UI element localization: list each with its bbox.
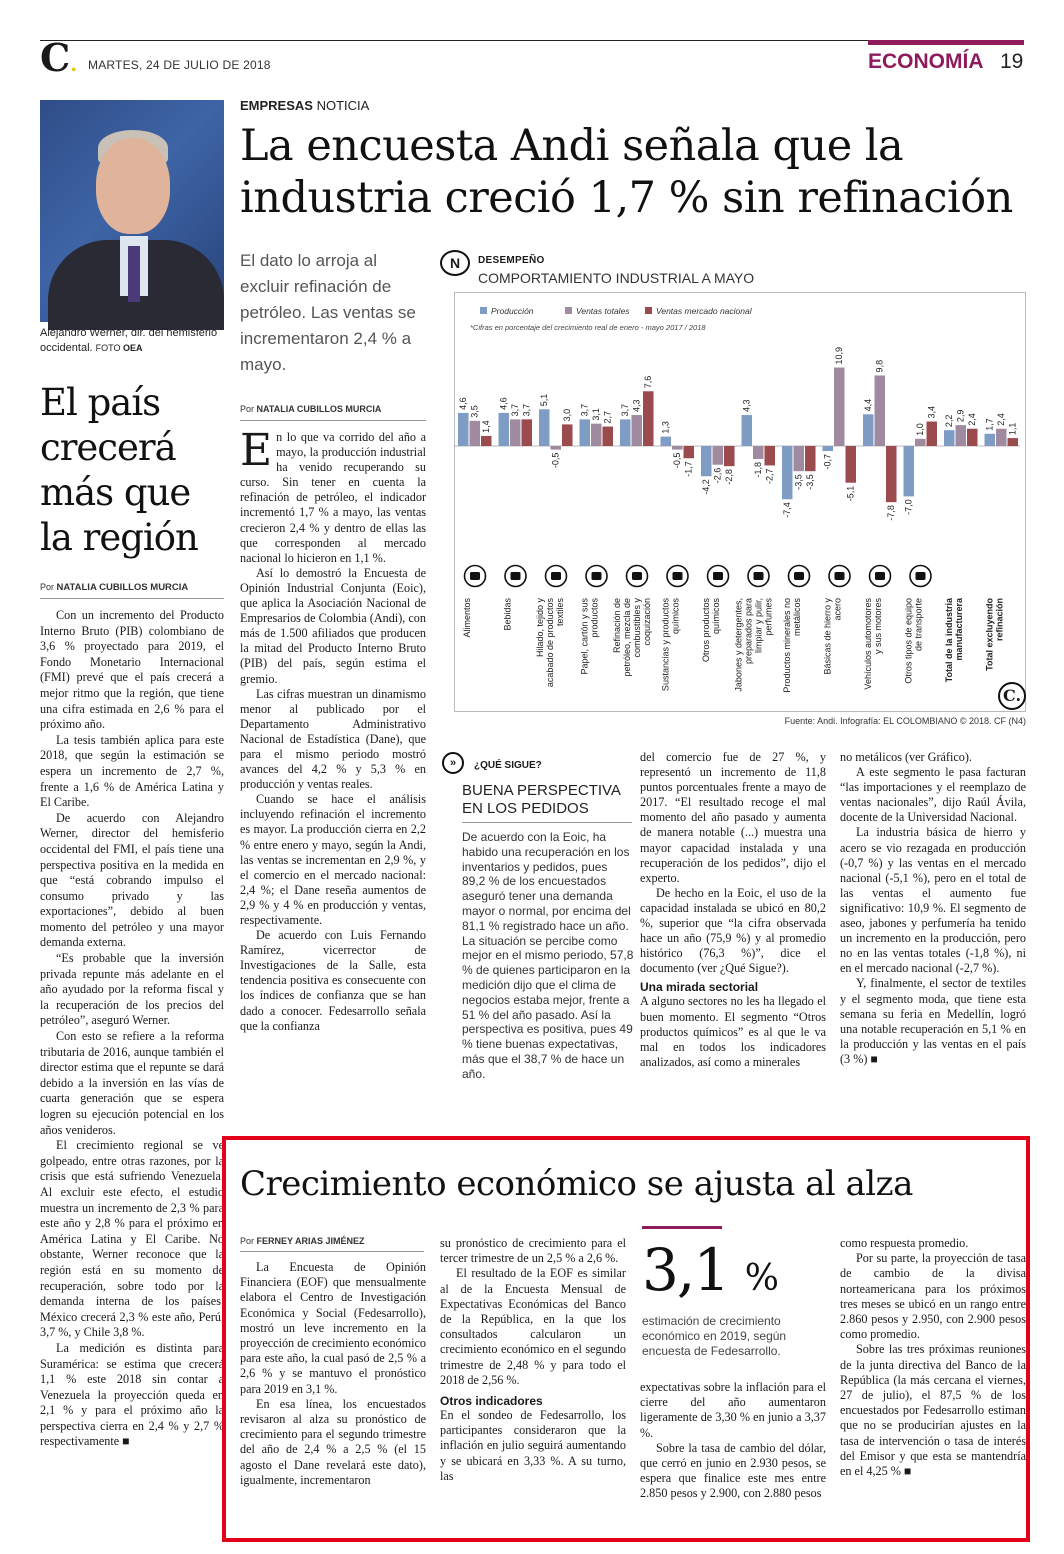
category-label: Hilado, tejido y (535, 598, 545, 658)
box-story-title: Crecimiento económico se ajusta al alza (240, 1164, 913, 1204)
chart-badge-icon: N (440, 250, 470, 276)
data-label: -0,5 (672, 452, 683, 469)
fuel-pump-icon-glyph (632, 572, 642, 580)
paragraph: De hecho en la Eoic, el uso de la capacidad instalada se ubicó en 80,2 %, superior que “la cifra observada hace un año (75,9 %) y al promedio histórico (76,3 %)”, dice el documento (ver ¿Qué Sigue?). (640, 885, 826, 976)
bar (782, 446, 793, 499)
data-label: -0,7 (822, 454, 833, 470)
stat-description: estimación de crecimiento económico en 2019, según encuesta de Fedesarrollo. (642, 1314, 787, 1358)
paragraph: del comercio fue de 27 %, y representó un incremento de 11,8 puntos porcentuales frente a mayo de 2017. “El resultado recoge el mal momento del año pasado y aumenta de manera notable (...) muestra una mayor capacidad instalada y una recuperación de los pedidos”, dijo el experto. (640, 750, 826, 885)
legend-label: Ventas mercado nacional (656, 306, 752, 316)
bar (580, 419, 591, 446)
box-story-column-3 (640, 1380, 826, 1536)
paragraph: Con esto se refiere a la reforma tributaria de 2016, aunque también el director estima que el repunte se dará debido a la inversión en las vías de cuarta generación que se espera logren su ejecución potencial en los años venideros. (40, 1029, 224, 1137)
category-label: Vehículos automotores (863, 598, 873, 690)
box-story-column-4 (840, 1236, 1026, 1536)
data-label: -7,8 (886, 505, 897, 521)
bar (481, 436, 492, 446)
data-label: 5,1 (539, 393, 550, 407)
bar (834, 368, 845, 446)
paragraph: La tesis también aplica para este 2018, que según la estimación se espera un incremento de 2,7 %, frente a 1,6 % de América Latina y El Caribe. (40, 732, 224, 810)
stat-number: 3,1 % (642, 1236, 779, 1304)
data-label: -1,7 (683, 461, 694, 477)
data-label: -5,1 (845, 485, 856, 502)
paragraph: Y, finalmente, el sector de textiles y el segmento moda, que tiene esta semana su feria en Medellín, logró una notable recuperación en 5,1 % en la producción y las ventas en el país (3 %) ■ (840, 976, 1026, 1066)
category-label: limpiar y pulir, (753, 598, 764, 654)
bar (672, 446, 683, 450)
data-label: 4,3 (631, 399, 642, 413)
data-label: 4,4 (863, 398, 874, 412)
werner-photo (40, 100, 224, 322)
paper-icon-glyph (592, 572, 602, 580)
bar (539, 409, 550, 446)
category-label: Otros tipos de equipo (903, 598, 914, 684)
data-label: 2,9 (955, 409, 966, 423)
category-label: y sus motores (873, 598, 883, 655)
data-label: 4,6 (458, 397, 469, 410)
fabric-icon-glyph (551, 572, 561, 580)
paragraph: En esa línea, los encuestados revisaron al alza su pronóstico de crecimiento para el segundo trimestre del año de 2,4 % a 2,5 % (el 15 agosto el Dane revelará este dato), igualmente, incrementaron (240, 1396, 426, 1487)
data-label: 1,4 (481, 420, 492, 433)
main-story-column-2 (640, 750, 826, 1132)
bar (915, 439, 926, 446)
paragraph: A este segmento le pasa facturan “las importaciones y el reemplazo de ventas nacionales”, dijo Raúl Ávila, docente de la Universidad Nacional. (840, 765, 1026, 825)
category-label: coquización (642, 598, 652, 646)
paragraph: “Es probable que la inversión privada repunte más adelante en el año ayudado por la reforma fiscal y la recuperación de los precios del petróleo”, aseguró Werner. (40, 951, 224, 1028)
paragraph: Sobre las tres próximas reuniones de la junta directiva del Banco de la República (la más cercana el viernes, 27 de julio), el 87,5 % de los encuestados por Fedesarrollo estiman que no se producirían ajustes en la tasa de intervención o tasa de interés del Emisor y que esta se mantendría en el 4,25 % ■ (840, 1342, 1026, 1479)
bar (846, 446, 857, 483)
page-number: 19 (1000, 50, 1024, 73)
bar (562, 424, 573, 446)
data-label: -3,5 (793, 474, 804, 490)
newspaper-logo: C. (40, 35, 78, 80)
category-label: Total excluyendo (984, 598, 995, 671)
category-label: Productos minerales no (782, 598, 792, 693)
category-label: preparados para (743, 598, 754, 665)
paragraph: como respuesta promedio. (840, 1236, 969, 1250)
bar (499, 413, 510, 446)
bar (470, 421, 481, 446)
bar (684, 446, 695, 458)
paragraph: Cuando se hace el análisis incluyendo refinación el incremento es mayor. La producción cierra en 2,2 % entre enero y mayo, según la Andi, las ventas se incrementan en 2,9 %, y el comercio en el mercado nacional: 2,4 %; el Dane reseña aumentos de 2,9 % y 4 % en producción y ventas, respectivamente. (240, 792, 426, 927)
data-label: 3,7 (579, 403, 590, 417)
legend-swatch (565, 307, 572, 314)
data-label: 3,7 (521, 403, 532, 417)
fish-icon-glyph (470, 572, 480, 580)
bar (823, 446, 834, 451)
minecart-icon-glyph (794, 572, 804, 580)
paragraph: La Encuesta de Opinión Financiera (EOF) que mensualmente elabora el Centro de Investigación Económica y Social (Fedesarrollo), mostró un leve incremento en la proyección de crecimiento económico para este año, la cual pasó de 2,5 % a 2,6 % y se mantuvo el pronóstico para 2019 en 3,1 %. (240, 1260, 426, 1396)
box-story-column-1 (240, 1260, 426, 1536)
paragraph: La industria básica de hierro y acero se vio rezagada en producción (-0,7 %) y las ventas en el mercado nacional (-5,1 %), pero en el total de las ventas el aumento fue significativo: 10,9 %. El segmento de aseo, jabones y perfumería ha tenido un incremento en la producción, pero no en las ventas totales (-1,8 %), ni en el mercado nacional (-2,7 %). (840, 825, 1026, 976)
legend-swatch (480, 307, 487, 314)
bar (956, 425, 967, 446)
bar (591, 424, 602, 446)
data-label: 3,7 (510, 403, 521, 417)
paragraph: En el sondeo de Fedesarrollo, los participantes consideraron que la inflación en julio seguirá aumentando y se ubicará en 3,33 %. A su turno, las (440, 1408, 626, 1483)
bar (967, 429, 978, 446)
bar (661, 437, 672, 446)
byline-rule (240, 1251, 424, 1252)
paragraph: su pronóstico de crecimiento para el tercer trimestre de un 2,5 % a 2,6 %. (440, 1236, 626, 1266)
bar (643, 391, 654, 446)
bar (863, 414, 874, 446)
bar (510, 419, 521, 446)
paragraph: La medición es distinta para Suramérica: se estima que crecerá 1,1 % este 2018 sin contar a Venezuela la proyección queda en 2,1 % y para el próximo año la perspectiva cierra en 2,4 % y 2,7 % respectivamente ■ (40, 1340, 224, 1449)
stat-accent-bar (642, 1226, 722, 1229)
paragraph: A alguno sectores no les ha llegado el buen momento. El segmento “Otros productos químicos” es al que le va mal en todos los indicadores analizados, así como a minerales (640, 994, 826, 1069)
data-label: -2,8 (724, 469, 735, 485)
data-label: 1,3 (660, 421, 671, 434)
category-label: acabado de productos (545, 598, 555, 688)
category-label: manufacturera (954, 598, 964, 661)
helmet-icon-glyph (835, 572, 845, 580)
que-sigue-body: De acuerdo con la Eoic, ha habido una recuperación en los inventarios y pedidos, pues 89,2 % de los encuestados aseguró tener una demanda mayor o normal, por encima del 81,1 % registrado hace un año. La situación se percibe como mejor en el mismo periodo, 57,8 % de quienes participaron en la medición dijo que el clima de negocios estaba mejor, frente a 51 % del año pasado. Así la perspectiva es positiva, pues 49 % tiene buenas expectativas, más que el 38,7 % de hace un año. (462, 830, 634, 1081)
chart-logo-icon: C. (998, 682, 1026, 710)
left-story-title: El país crecerá más que la región (40, 381, 198, 559)
bottle-icon-glyph (754, 572, 764, 580)
que-sigue-kicker: ¿QUÉ SIGUE? (474, 760, 542, 771)
category-label: químicos (711, 598, 721, 635)
cup-icon-glyph (511, 572, 521, 580)
paragraph: De acuerdo con Luis Fernando Ramírez, vicerrector de Investigaciones de la Salle, esta tendencia positiva es consecuente con los índices de confianza que se han dado a conocer. Fedesarrollo señala que la confianza (240, 928, 426, 1033)
bar (927, 422, 938, 446)
paragraph: Así lo demostró la Encuesta de Opinión Industrial Conjunta (Eoic), que aplica la Asociación Nacional de Empresarios de Colombia (Andi), con más de 1.500 afiliados que producen la mitad del Producto Interno Bruto (PIB) del país, según estima el gremio. (240, 565, 426, 686)
category-label: productos (589, 598, 600, 638)
paragraph: El crecimiento regional se ve golpeado, entre otras razones, por la crisis que está sufriendo Venezuela. Al excluir este efecto, el estudio muestra un incremento de 2,3 % para este año y 2,8 % para el próximo en América Latina y El Caribe. No obstante, Werner reconoce que la región está en su momento de recuperación, sobre todo por la demanda interna de los países. México crecerá 2,3 % este año, Perú, 3,7 %, y Chile 3,8 %. (40, 1138, 224, 1340)
data-label: -7,0 (903, 499, 914, 515)
category-label: Refinación de (612, 598, 622, 654)
data-label: -7,4 (782, 502, 793, 518)
category-label: Jabones y detergentes, (733, 598, 744, 692)
left-story-byline: Por NATALIA CUBILLOS MURCIA (40, 582, 189, 593)
data-label: 1,7 (984, 418, 995, 431)
issue-date: MARTES, 24 DE JULIO DE 2018 (88, 58, 271, 72)
data-label: 3,5 (469, 405, 480, 418)
bar (985, 434, 996, 446)
data-label: -0,5 (550, 452, 561, 469)
main-story-byline: Por NATALIA CUBILLOS MURCIA (240, 404, 382, 414)
category-label: textiles (555, 598, 565, 627)
paragraph: De acuerdo con Alejandro Werner, director del hemisferio occidental del FMI, el país tiene una perspectiva positiva en la medida en que “está cobrando impulso el consumo privado y las exportaciones”, debido al buen momento del petróleo y una mayor demanda externa. (40, 810, 224, 950)
legend-swatch (645, 307, 652, 314)
subhead: Una mirada sectorial (640, 980, 759, 995)
data-label: 3,4 (926, 406, 937, 419)
bar (603, 427, 614, 446)
bar (765, 446, 776, 465)
que-sigue-title: BUENA PERSPECTIVA EN LOS PEDIDOS (462, 782, 621, 817)
category-label: petróleo, mezcla de (622, 598, 632, 677)
category-label: Papel, cartón y sus (579, 598, 590, 675)
chart-note: *Cifras en porcentaje del crecimiento real de enero - mayo 2017 / 2018 (470, 323, 706, 332)
drop-cap: E (240, 425, 273, 476)
story-dek: El dato lo arroja al excluir refinación de petróleo. Las ventas se incrementaron 2,4 % a mayo. (240, 251, 416, 374)
data-label: 2,4 (996, 413, 1007, 426)
double-chevron-icon: » (442, 752, 464, 774)
byline-rule (40, 598, 224, 599)
main-headline: La encuesta Andi señala que la industria creció 1,7 % sin refinación (240, 121, 1013, 223)
category-label: Alimentos (462, 598, 472, 638)
chart-source: Fuente: Andi. Infografía: EL COLOMBIANO © 2018. CF (N4) (784, 716, 1026, 726)
data-label: 2,4 (967, 413, 978, 426)
bar (805, 446, 816, 471)
left-story-body (40, 608, 224, 1449)
bar (875, 375, 886, 446)
paragraph: Con un incremento del Producto Interno Bruto (PIB) colombiano de 3,6 % proyectado para 2019, el Fondo Monetario Internacional (FMI) prevé que el país crecerá a mejor ritmo que la región, que tiene una cifra estimada en 2,6 % para el próximo año. (40, 608, 224, 732)
bar (944, 430, 955, 446)
data-label: 1,1 (1007, 422, 1018, 436)
bar (996, 429, 1007, 446)
category-label: Sustancias y productos (660, 598, 671, 692)
category-label: refinación (994, 598, 1005, 642)
data-label: 10,9 (834, 346, 845, 365)
paragraph: no metálicos (ver Gráfico). (840, 750, 972, 764)
category-label: Básicas de hierro y (822, 598, 833, 675)
category-label: Total de la industria (944, 598, 954, 683)
bar (701, 446, 712, 476)
bar (724, 446, 735, 466)
cargo-truck-icon-glyph (916, 572, 926, 580)
bar (551, 446, 562, 450)
category-label: Otros productos (701, 598, 711, 663)
photo-caption: Alejandro Werner, dir. del hemisferio occidental. FOTO OEA (40, 327, 218, 354)
category-label: Bebidas (502, 598, 513, 631)
data-label: 4,3 (741, 399, 752, 413)
data-label: 1,0 (915, 423, 926, 436)
bar (458, 413, 469, 446)
main-story-column-3 (840, 750, 1026, 1132)
data-label: -2,6 (712, 467, 723, 484)
legend-label: Ventas totales (576, 306, 630, 316)
category-label: químicos (670, 598, 681, 635)
category-label: acero (832, 598, 843, 621)
data-label: -2,7 (764, 468, 775, 484)
data-label: 2,7 (602, 411, 613, 424)
bar (753, 446, 764, 459)
data-label: 2,2 (944, 414, 955, 428)
legend-label: Producción (491, 306, 534, 316)
paragraph: Sobre la tasa de cambio del dólar, que cerró en junio en 2.930 pesos, se espera que finalice este mes entre 2.850 pesos y 2.900, con 2.880 pesos (640, 1440, 826, 1501)
subhead: Otros indicadores (440, 1394, 543, 1409)
bar (713, 446, 724, 465)
chart-title: COMPORTAMIENTO INDUSTRIAL A MAYO (478, 270, 755, 286)
data-label: -4,2 (701, 479, 712, 495)
section-name: ECONOMÍA (868, 50, 984, 73)
box-story-byline: Por FERNEY ARIAS JIMÉNEZ (240, 1236, 365, 1246)
paragraph: El resultado de la EOF es similar al de la Encuesta Mensual de Expectativas Económicas del Banco de la República, en la que los consultados calcularon un crecimiento económico en el segundo trimestre de 2,48 % y para todo el 2018 de 2,56 %. (440, 1266, 626, 1387)
box-story-column-2 (440, 1236, 626, 1536)
chart-kicker: DESEMPEÑO (478, 255, 545, 266)
bar (1008, 438, 1019, 446)
category-label: perfumes (763, 598, 774, 636)
flask-icon-glyph (673, 572, 683, 580)
category-label: combustibles y (632, 598, 642, 658)
data-label: 3,1 (591, 408, 602, 421)
category-label: de transporte (913, 598, 924, 652)
data-label: 4,6 (498, 397, 509, 410)
data-label: -1,8 (753, 461, 764, 478)
bar (794, 446, 805, 471)
section-accent-bar (868, 40, 1024, 45)
bar (886, 446, 897, 502)
main-story-column-1: En lo que va corrido del año a mayo, la producción industrial ha venido recuperando su curso. Sin tener en cuenta la refinación de petróleo, el indicador incrementó 1,7 % a mayo, las ventas crecieron 2,4 % y dentro de ellas las que corresponden al mercado nacional lo hicieron en 1,1 %. Así lo demostró la Encuesta de Opinión Industrial Conjunta (Eoic), que aplica la Asociación Nacional de Empresarios de Colombia (Andi), con más de 1.500 afiliados que producen la mitad del Producto Interno Bruto (PIB) del país, según estima el gremio. Las cifras muestran un dinamismo menor al publicado por el Departamento Administrativo Nacional de Estadística (Dane), que para el mismo periodo mostró avances del 4,2 % y 5,3 % en producción y ventas reales. Cuando se hace el análisis incluyendo refinación el incremento es mayor. La producción cierra en 2,2 % entre enero y mayo, según la Andi, las ventas se incrementan en 2,9 %, y el comercio en el mercado nacional: 2,4 %; el Dane reseña aumentos de 2,9 % y 4 % en producción y ventas, respectivamente. De acuerdo con Luis Fernando Ramírez, vicerrector de Investigaciones de la Salle, esta tendencia positiva es consecuente con los índices de confianza que se han dado a conocer. Fedesarrollo señala que la confianza (240, 425, 426, 1033)
category-label: metálicos (792, 598, 802, 637)
byline-rule (240, 420, 426, 421)
bar (904, 446, 915, 496)
paragraph: Las cifras muestran un dinamismo menor al publicado por el Departamento Administrativo Nacional de Estadística (Dane), que para el mismo periodo mostró avances del 4,2 % y 5,3 % en producción y ventas reales. (240, 686, 426, 792)
bar (522, 419, 533, 446)
data-label: 3,0 (562, 408, 573, 422)
data-label: 7,6 (643, 375, 654, 389)
que-sigue-rule (462, 822, 632, 823)
data-label: 9,8 (874, 359, 885, 373)
data-label: -3,5 (805, 474, 816, 490)
industry-bar-chart (440, 248, 1030, 730)
paragraph: Por su parte, la proyección de tasa de cambio de la divisa norteamericana para los próximos tres meses se ubicó en un rango entre 2.860 pesos y 2.950, con 2.900 pesos como promedio. (840, 1251, 1026, 1342)
bar (620, 419, 631, 446)
molecule-icon-glyph (713, 572, 723, 580)
story-kicker: EMPRESAS NOTICIA (240, 98, 370, 113)
bar (742, 415, 753, 446)
bar (632, 415, 643, 446)
paragraph: expectativas sobre la inflación para el cierre del año aumentaron ligeramente de 3,30 % en junio a 3,37 %. (640, 1380, 826, 1440)
data-label: 3,7 (620, 403, 631, 417)
car-icon-glyph (875, 572, 885, 580)
